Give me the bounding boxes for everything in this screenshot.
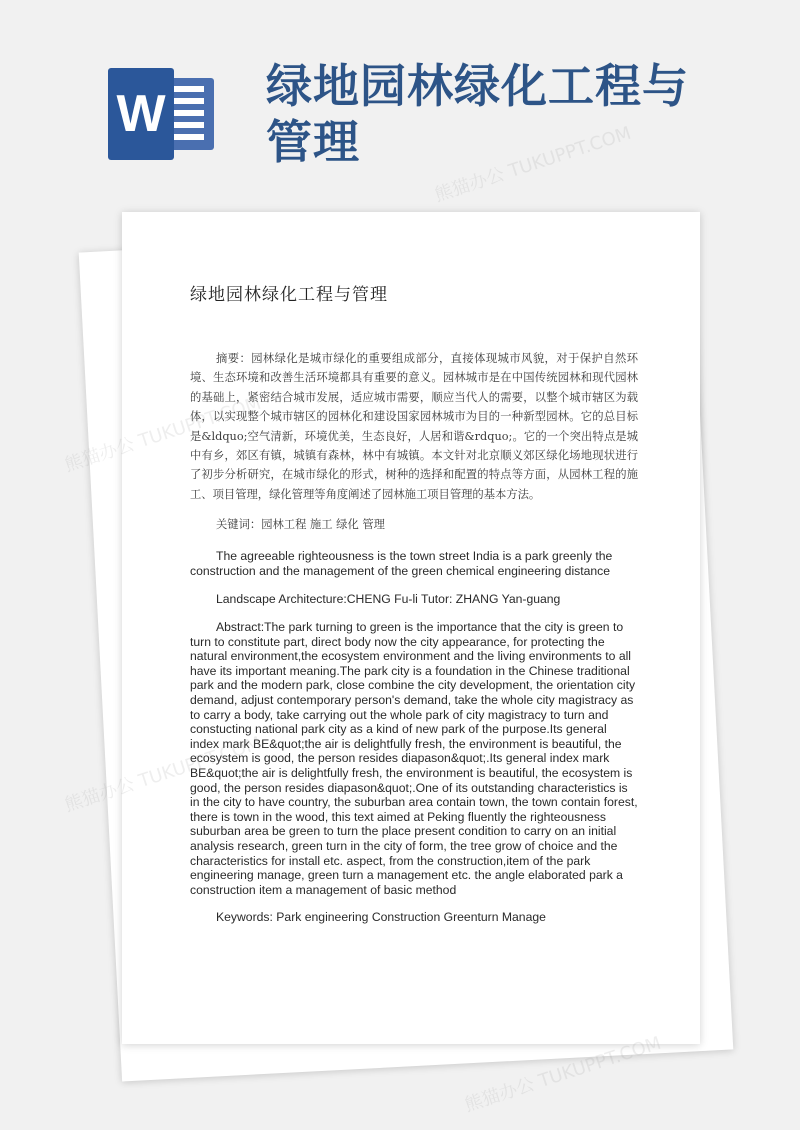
document-title: 绿地园林绿化工程与管理 [190,285,388,305]
watermark: 熊猫办公 [62,773,138,817]
word-icon [108,68,214,160]
english-author: Landscape Architecture:CHENG Fu-li Tutor: ZHANG Yan-guang [216,592,561,607]
banner-title: 绿地园林绿化工程与管理 [266,59,689,169]
word-letter-icon: W [108,68,174,160]
keywords-en: Keywords: Park engineering Construction Greenturn Manage [216,910,546,925]
document-body [190,280,638,925]
abstract-cn: 摘要：园林绿化是城市绿化的重要组成部分，直接体现城市风貌，对于保护自然环境、生态环境和改善生活环境都具有重要的意义。园林城市是在中国传统园林和现代园林的基础上，紧密结合城市发展，适应城市需要，顺应当代人的需要，以整个城市辖区为载体，以实现整个城市辖区的园林化和建设国家园林城市为目的一种新型园林。它的总目标是&ldquo;空气清新，环境优美，生态良好，人居和谐&rdquo;。它的一个突出特点是城中有乡，郊区有镇，城镇有森林，林中有城镇。本文针对北京顺义郊区绿化场地现状进行了初步分析研究，在城市绿化的形式，树种的选择和配置的特点等方面，从园林工程的施工、项目管理，绿化管理等角度阐述了园林施工项目管理的基本方法。 [190,352,638,501]
abstract-en: Abstract:The park turning to green is the importance that the city is green to turn to constitute part, direct body now the city appearance, for protecting the natural environment,the ecosystem environment and the living environments to all have its important meaning.The park city is a foundation in the Chinese traditional park and the modern park, close combine the city development, the orientation city demand, adjust contemporary person's demand, take the whole city magistracy as to carry a body, take carrying out the whole park of city magistracy to turn and constucting national park city as a kind of new park of the purpose.Its general index mark BE&quot;the air is delightfully fresh, the environment is beautiful, the ecosystem is good, the person resides diapason&quot;.Its general index mark BE&quot;the air is delightfully fresh, the environment is beautiful, the ecosystem is good, the person resides diapason&quot;.One of its outstanding characteristics is in the city to have country, the suburban area contain town, the town contain forest, there is town in the wood, this text aimed at Peking fluently the righteousness suburban area be green to turn the place present condition to carry on an initial analysis research, green turn in the city of form, the tree grow of choice and the characteristics for install etc. aspect, from the construction,item of the park engineering manage, green turn a management etc. the angle elaborated park a construction item a management of basic method [190,620,638,897]
watermark: 熊猫办公 TUKUPPT.COM [432,122,634,207]
keywords-cn: 关键词：园林工程 施工 绿化 管理 [216,518,385,532]
watermark: 熊猫办公 TUKUPPT.COM [462,1032,664,1117]
english-title: The agreeable righteousness is the town street India is a park greenly the construction and the management of the green chemical engineering distance [190,549,613,578]
